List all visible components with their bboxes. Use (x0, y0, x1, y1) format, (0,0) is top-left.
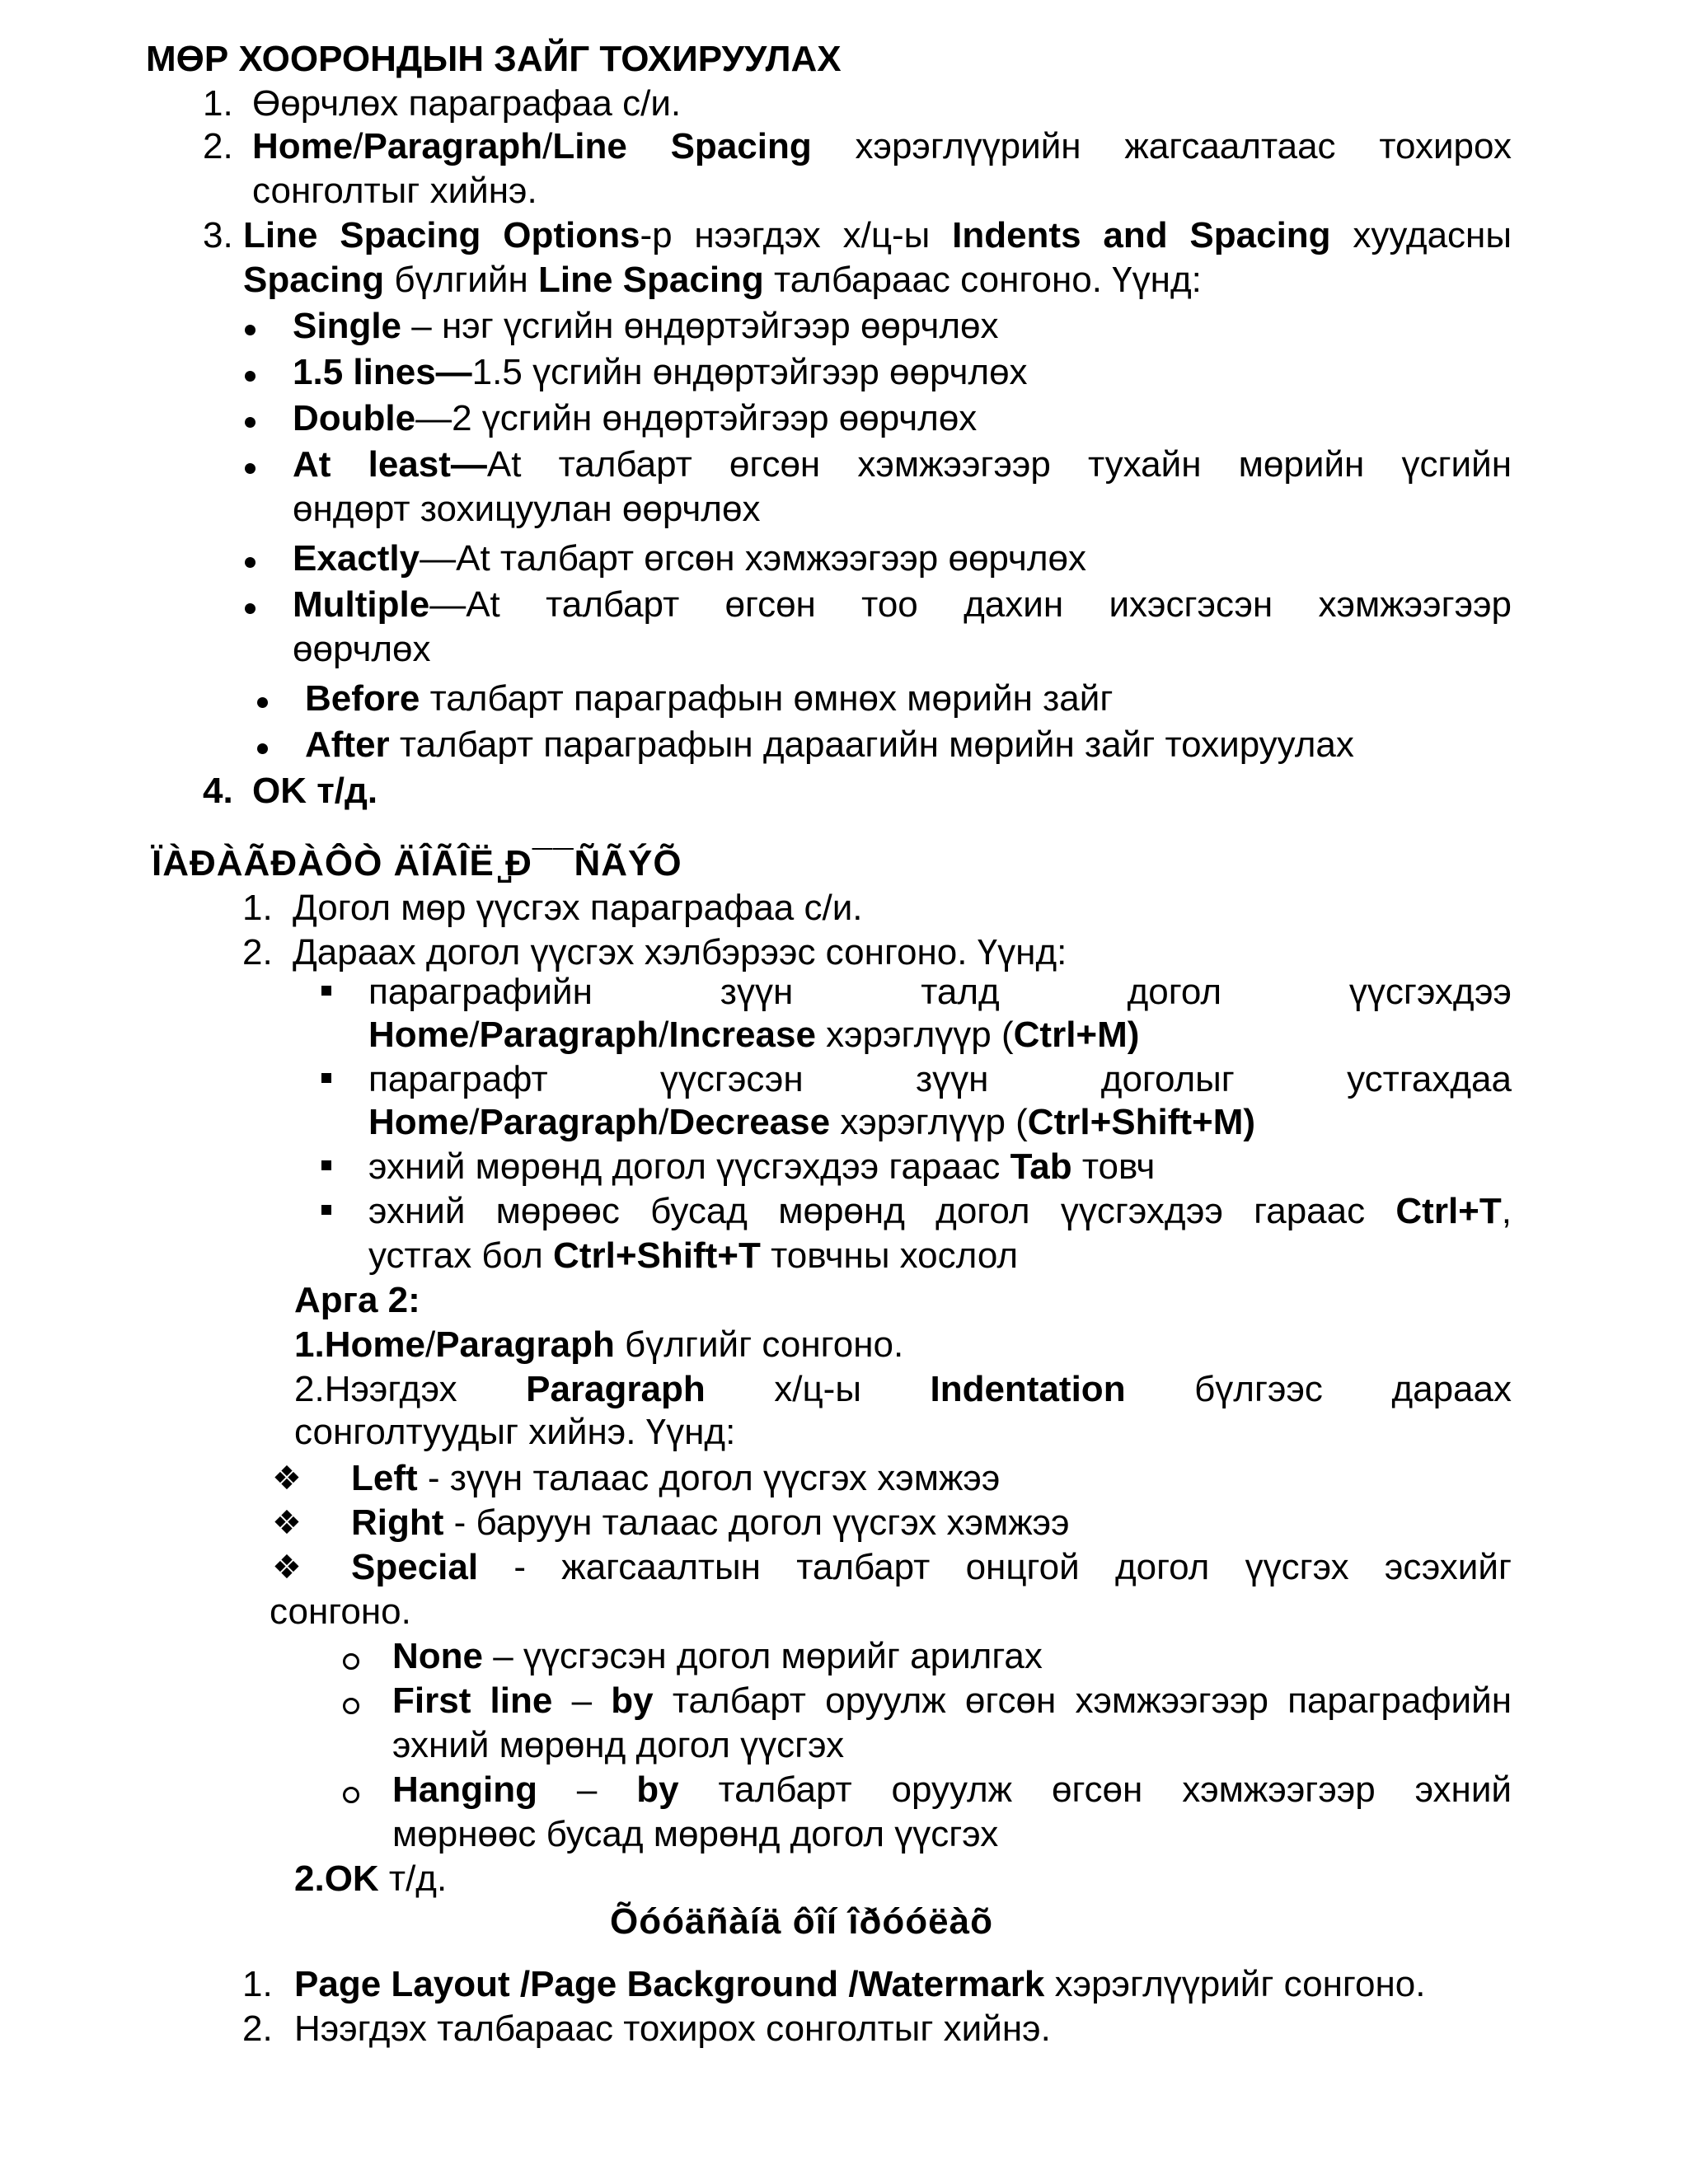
step-number: 2. (242, 932, 273, 972)
list-item: Multiple—At талбарт өгсөн тоо дахин ихэсгэсэн хэмжээгээр (293, 584, 1512, 625)
list-item: At least—At талбарт өгсөн хэмжээгээр тухайн мөрийн үсгийн (293, 444, 1512, 485)
filled-circle-bullet-icon (245, 417, 256, 428)
hollow-circle-bullet-icon (343, 1653, 359, 1670)
method2-step2-continuation: сонголтуудыг хийнэ. Үүнд: (294, 1412, 736, 1452)
four-diamond-bullet-icon: ❖ (272, 1504, 302, 1542)
list-item-continuation: өндөрт зохицуулан өөрчлөх (293, 489, 761, 529)
step-text: Page Layout /Page Background /Watermark хэрэглүүрийг сонгоно. (294, 1964, 1426, 2004)
filled-square-bullet-icon (321, 1160, 331, 1170)
four-diamond-bullet-icon: ❖ (272, 1460, 302, 1497)
hollow-circle-bullet-icon (343, 1787, 359, 1803)
list-item: эхний мөрөөс бусад мөрөнд догол үүсгэхдээ гараас Ctrl+T, (368, 1191, 1512, 1231)
filled-circle-bullet-icon (245, 371, 256, 382)
step-number: 1. (242, 888, 273, 928)
list-item: параграфийн зүүн талд догол үүсгэхдээ (368, 972, 1512, 1012)
step-text-continuation: сонголтыг хийнэ. (252, 171, 537, 211)
list-item-continuation: устгах бол Ctrl+Shift+T товчны хослол (368, 1235, 1018, 1276)
step-number: 1. (203, 83, 233, 124)
hollow-circle-bullet-icon (343, 1698, 359, 1714)
step-text: Нээгдэх талбараас тохирох сонголтыг хийнэ. (294, 2008, 1051, 2049)
step-number: 1. (242, 1964, 273, 2004)
method2-step2: 2.Нээгдэх Paragraph х/ц-ы Indentation бүлгээс дараах (294, 1369, 1512, 1409)
list-item: Left - зүүн талаас догол үүсгэх хэмжээ (351, 1458, 1001, 1498)
step-text: Line Spacing Options-р нээгдэх х/ц-ы Indents and Spacing хуудасны (243, 215, 1512, 255)
section1-title: МӨР ХООРОНДЫН ЗАЙГ ТОХИРУУЛАХ (146, 39, 842, 79)
step-number: 2. (203, 126, 233, 166)
list-item-continuation: мөрнөөс бусад мөрөнд догол үүсгэх (392, 1814, 999, 1854)
list-item-continuation: өөрчлөх (293, 629, 431, 669)
filled-square-bullet-icon (321, 986, 331, 996)
step-text-continuation: Spacing бүлгийн Line Spacing талбараас сонгоно. Үүнд: (243, 260, 1202, 300)
list-item: Single – нэг үсгийн өндөртэйгээр өөрчлөх (293, 306, 999, 346)
list-item: Special - жагсаалтын талбарт онцгой догол үүсгэх эсэхийг (351, 1547, 1512, 1587)
list-item-continuation: Home/Paragraph/Increase хэрэглүүр (Ctrl+M) (368, 1015, 1140, 1055)
method2-title: Арга 2: (294, 1280, 420, 1320)
list-item: Right - баруун талаас догол үүсгэх хэмжээ (351, 1502, 1070, 1543)
filled-circle-bullet-icon (245, 463, 256, 474)
final-step: 2.OK т/д. (294, 1858, 448, 1899)
step-number: 4. (203, 771, 233, 811)
list-item: First line – by талбарт оруулж өгсөн хэмжээгээр параграфийн (392, 1680, 1512, 1721)
section2-title: ÏÀÐÀÃÐÀÔÒ ÄÎÃÎË ̺Ð¯¯ÑÃÝÕ (152, 843, 682, 883)
four-diamond-bullet-icon: ❖ (272, 1549, 302, 1586)
section3-title: Õóóäñàíä ôîí îðóóëàõ (610, 1901, 993, 1942)
filled-circle-bullet-icon (257, 697, 268, 708)
method2-step1: 1.Home/Paragraph бүлгийг сонгоно. (294, 1324, 904, 1365)
step-text: Өөрчлөх параграфаа с/и. (252, 83, 682, 124)
filled-square-bullet-icon (321, 1205, 331, 1215)
step-text: OK т/д. (252, 771, 378, 811)
list-item: Exactly—At талбарт өгсөн хэмжээгээр өөрчлөх (293, 538, 1086, 579)
list-item: Hanging – by талбарт оруулж өгсөн хэмжээгээр эхний (392, 1769, 1512, 1810)
step-text: Догол мөр үүсгэх параграфаа с/и. (293, 888, 863, 928)
list-item: None – үүсгэсэн догол мөрийг арилгах (392, 1636, 1043, 1676)
list-item: Double—2 үсгийн өндөртэйгээр өөрчлөх (293, 398, 978, 438)
list-item: параграфт үүсгэсэн зүүн доголыг устгахдаа (368, 1059, 1512, 1099)
list-item-continuation: эхний мөрөнд догол үүсгэх (392, 1725, 845, 1765)
list-item: After талбарт параграфын дараагийн мөрийн зайг тохируулах (305, 724, 1354, 765)
list-item: 1.5 lines—1.5 үсгийн өндөртэйгээр өөрчлөх (293, 352, 1028, 392)
filled-circle-bullet-icon (257, 743, 268, 754)
step-number: 3. (203, 215, 233, 255)
filled-square-bullet-icon (321, 1073, 331, 1083)
list-item: эхний мөрөнд догол үүсгэхдээ гараас Tab товч (368, 1146, 1156, 1187)
step-text: Дараах догол үүсгэх хэлбэрээс сонгоно. Үүнд: (293, 932, 1067, 972)
filled-circle-bullet-icon (245, 557, 256, 568)
step-number: 2. (242, 2008, 273, 2049)
filled-circle-bullet-icon (245, 603, 256, 614)
filled-circle-bullet-icon (245, 325, 256, 335)
list-item-continuation: сонгоно. (270, 1591, 411, 1632)
list-item: Before талбарт параграфын өмнөх мөрийн зайг (305, 678, 1114, 719)
step-text: Home/Paragraph/Line Spacing хэрэглүүрийн жагсаалтаас тохирох (252, 126, 1512, 166)
list-item-continuation: Home/Paragraph/Decrease хэрэглүүр (Ctrl+Shift+M) (368, 1102, 1256, 1142)
